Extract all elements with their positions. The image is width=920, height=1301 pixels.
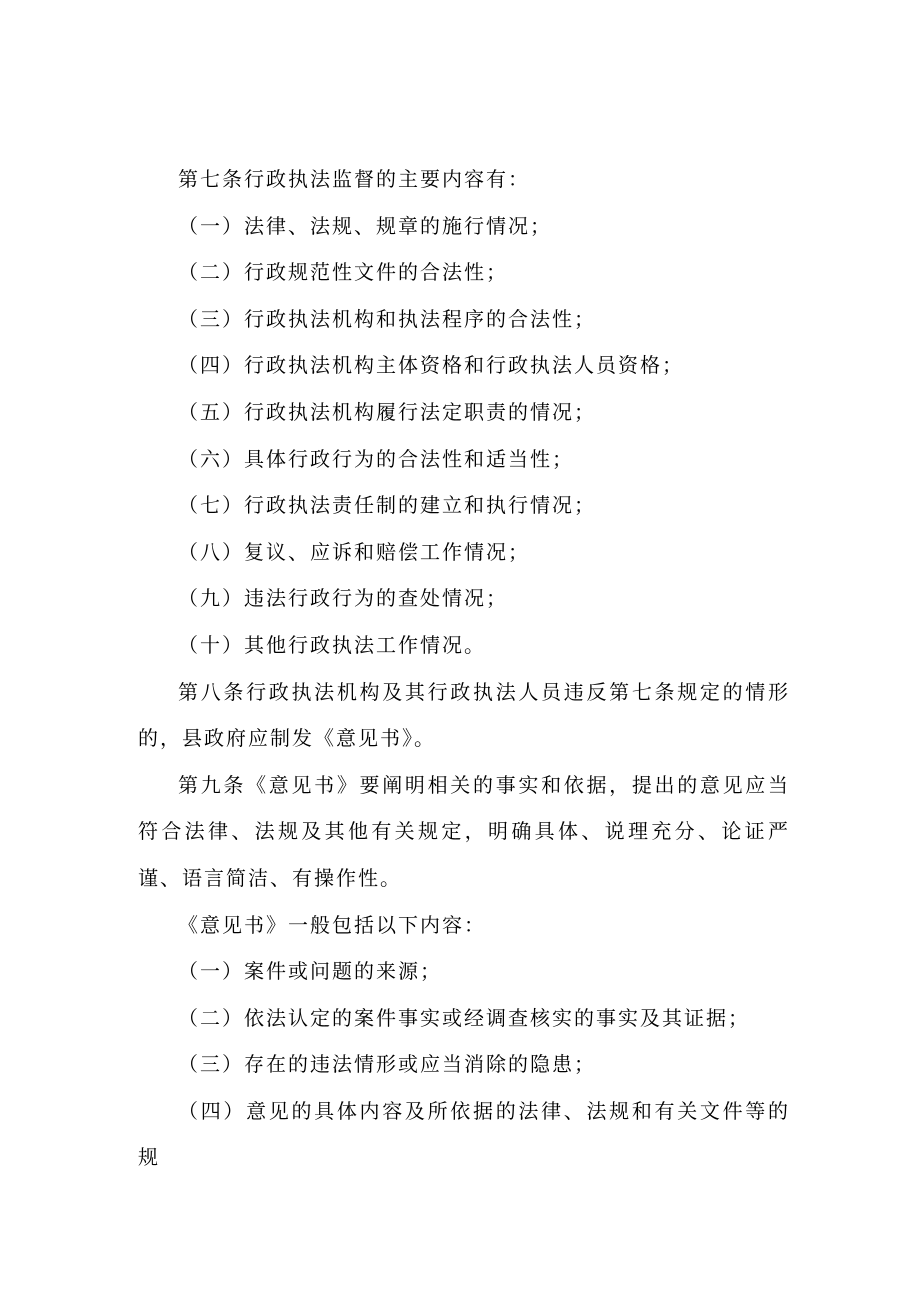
article-7-item-4: （四）行政执法机构主体资格和行政执法人员资格；: [178, 353, 684, 378]
article-7-item-8: （八）复议、应诉和赔偿工作情况；: [178, 539, 530, 564]
article-7-item-2: （二）行政规范性文件的合法性；: [178, 260, 508, 285]
article-7-item-6: （六）具体行政行为的合法性和适当性；: [178, 446, 574, 471]
article-7-item-3: （三）行政执法机构和执法程序的合法性；: [178, 306, 596, 331]
article-8: 第八条行政执法机构及其行政执法人员违反第七条规定的情形的，县政府应制发《意见书》。: [138, 679, 790, 751]
article-7-item-10: （十）其他行政执法工作情况。: [178, 632, 486, 657]
article-9: 第九条《意见书》要阐明相关的事实和依据，提出的意见应当符合法律、法规及其他有关规定，明确具体、说理充分、论证严谨、语言简洁、有操作性。: [138, 772, 790, 890]
document-body: [138, 156, 790, 1181]
article-7-item-9: （九）违法行政行为的查处情况；: [178, 586, 508, 611]
article-7-item-7: （七）行政执法责任制的建立和执行情况；: [178, 493, 596, 518]
opinion-item-1: （一）案件或问题的来源；: [178, 959, 442, 984]
opinion-item-2: （二）依法认定的案件事实或经调查核实的事实及其证据；: [178, 1005, 750, 1030]
opinion-item-3: （三）存在的违法情形或应当消除的隐患；: [178, 1052, 596, 1077]
opinion-contents-heading: 《意见书》一般包括以下内容：: [178, 912, 486, 937]
article-7-item-5: （五）行政执法机构履行法定职责的情况；: [178, 399, 596, 424]
article-7-item-1: （一）法律、法规、规章的施行情况；: [178, 213, 552, 238]
article-7-heading: 第七条行政执法监督的主要内容有：: [178, 167, 530, 191]
opinion-item-4: （四）意见的具体内容及所依据的法律、法规和有关文件等的规: [138, 1098, 790, 1170]
